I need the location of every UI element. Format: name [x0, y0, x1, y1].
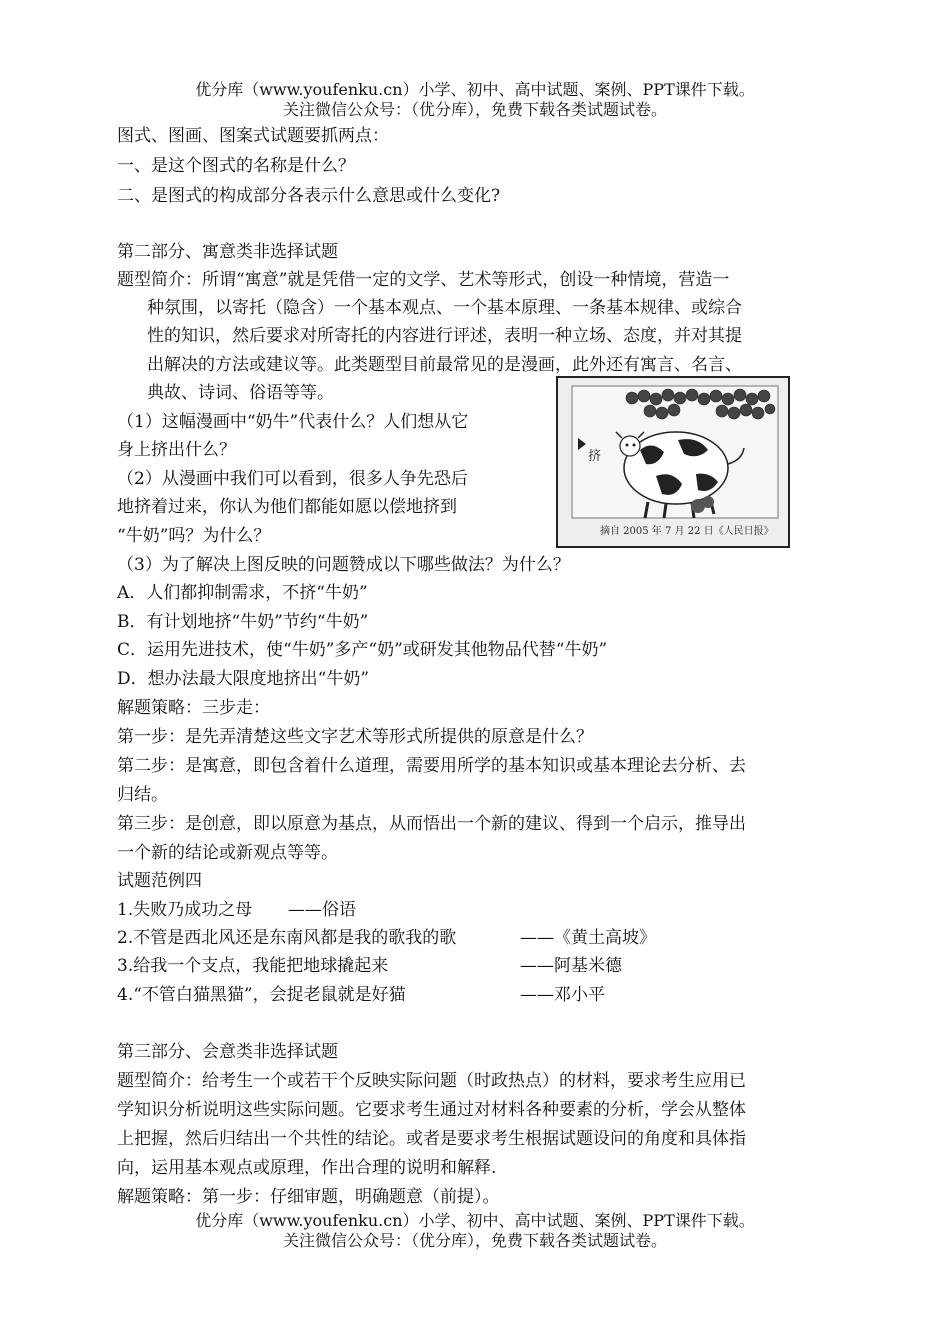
- strategy-heading: 解题策略：三步走：: [117, 698, 270, 718]
- step-1: 第一步：是先弄清楚这些文字艺术等形式所提供的原意是什么？: [117, 727, 593, 747]
- example-4-source: ——邓小平: [520, 985, 605, 1005]
- example-3-text: 3.给我一个支点，我能把地球撬起来: [117, 956, 389, 976]
- intro-line-3: 二、是图式的构成部分各表示什么意思或什么变化?: [117, 186, 501, 206]
- part2-desc-line-5: 典故、诗词、俗语等等。: [147, 383, 334, 403]
- part2-desc-line-3: 性的知识，然后要求对所寄托的内容进行评述，表明一种立场、态度，并对其提: [147, 326, 742, 346]
- cow-cartoon-drawing: [558, 378, 788, 546]
- option-d: D．想办法最大限度地挤出“牛奶”: [117, 669, 370, 689]
- intro-line-1: 图式、图画、图案式试题要抓两点：: [117, 126, 389, 146]
- cow-cartoon-image: [556, 376, 790, 548]
- question-2-line-2: 地挤着过来，你认为他们都能如愿以偿地挤到: [117, 497, 457, 517]
- example-4-text: 4.“不管白猫黑猫”，会捉老鼠就是好猫: [117, 985, 406, 1005]
- part3-desc-line-1: 题型简介：给考生一个或若干个反映实际问题（时政热点）的材料，要求考生应用已: [117, 1071, 746, 1091]
- cartoon-label: 挤: [588, 449, 602, 464]
- footer-line-2: 关注微信公众号：（优分库），免费下载各类试题试卷。: [282, 1231, 667, 1250]
- part3-desc-line-2: 学知识分析说明这些实际问题。它要求考生通过对材料各种要素的分析，学会从整体: [117, 1100, 746, 1120]
- part3-strategy: 解题策略：第一步：仔细审题，明确题意（前提）。: [117, 1187, 500, 1207]
- question-1-line-1: （1）这幅漫画中“奶牛”代表什么？人们想从它: [117, 412, 469, 432]
- part2-desc-line-2: 种氛围，以寄托（隐含）一个基本观点、一个基本原理、一条基本规律、或综合: [147, 298, 742, 318]
- question-3: （3）为了解决上图反映的问题赞成以下哪些做法？为什么？: [117, 555, 570, 575]
- part3-desc-line-4: 向，运用基本观点或原理，作出合理的说明和解释.: [117, 1158, 497, 1178]
- question-2-line-3: “牛奶”吗？为什么？: [117, 526, 271, 546]
- question-2-line-1: （2）从漫画中我们可以看到，很多人争先恐后: [117, 469, 468, 489]
- example-title: 试题范例四: [117, 871, 202, 891]
- example-1-source: ——俗语: [288, 900, 356, 920]
- header-line-1: 优分库（www.youfenku.cn）小学、初中、高中试题、案例、PPT课件下载。: [195, 80, 755, 99]
- header-line-2: 关注微信公众号：（优分库），免费下载各类试题试卷。: [282, 100, 667, 119]
- example-3-source: ——阿基米德: [520, 956, 622, 976]
- option-b: B．有计划地挤“牛奶”节约“牛奶”: [117, 612, 369, 632]
- step-2-line-1: 第二步：是寓意，即包含着什么道理，需要用所学的基本知识或基本理论去分析、去: [117, 756, 746, 776]
- intro-line-2: 一、是这个图式的名称是什么？: [117, 156, 355, 176]
- step-2-line-2: 归结。: [117, 785, 168, 805]
- example-2-source: ——《黄土高坡》: [520, 928, 656, 948]
- option-c: C．运用先进技术，使“牛奶”多产“奶”或研发其他物品代替“牛奶”: [117, 640, 608, 660]
- part3-desc-line-3: 上把握，然后归结出一个共性的结论。或者是要求考生根据试题设问的角度和具体指: [117, 1129, 746, 1149]
- footer-line-1: 优分库（www.youfenku.cn）小学、初中、高中试题、案例、PPT课件下载。: [195, 1211, 755, 1230]
- part2-title: 第二部分、寓意类非选择试题: [117, 242, 338, 262]
- step-3-line-2: 一个新的结论或新观点等等。: [117, 843, 338, 863]
- step-3-line-1: 第三步：是创意，即以原意为基点，从而悟出一个新的建议、得到一个启示，推导出: [117, 814, 746, 834]
- question-1-line-2: 身上挤出什么？: [117, 440, 236, 460]
- part3-title: 第三部分、会意类非选择试题: [117, 1042, 338, 1062]
- part2-desc-line-4: 出解决的方法或建议等。此类题型目前最常见的是漫画，此外还有寓言、名言、: [147, 355, 742, 375]
- option-a: A．人们都抑制需求，不挤“牛奶”: [117, 583, 368, 603]
- example-2-text: 2.不管是西北风还是东南风都是我的歌我的歌: [117, 928, 457, 948]
- cartoon-caption: 摘自 2005 年 7 月 22 日《人民日报》: [600, 526, 774, 537]
- example-1-text: 1.失败乃成功之母: [117, 900, 253, 920]
- part2-desc-line-1: 题型简介：所谓“寓意”就是凭借一定的文学、艺术等形式，创设一种情境，营造一: [117, 270, 730, 290]
